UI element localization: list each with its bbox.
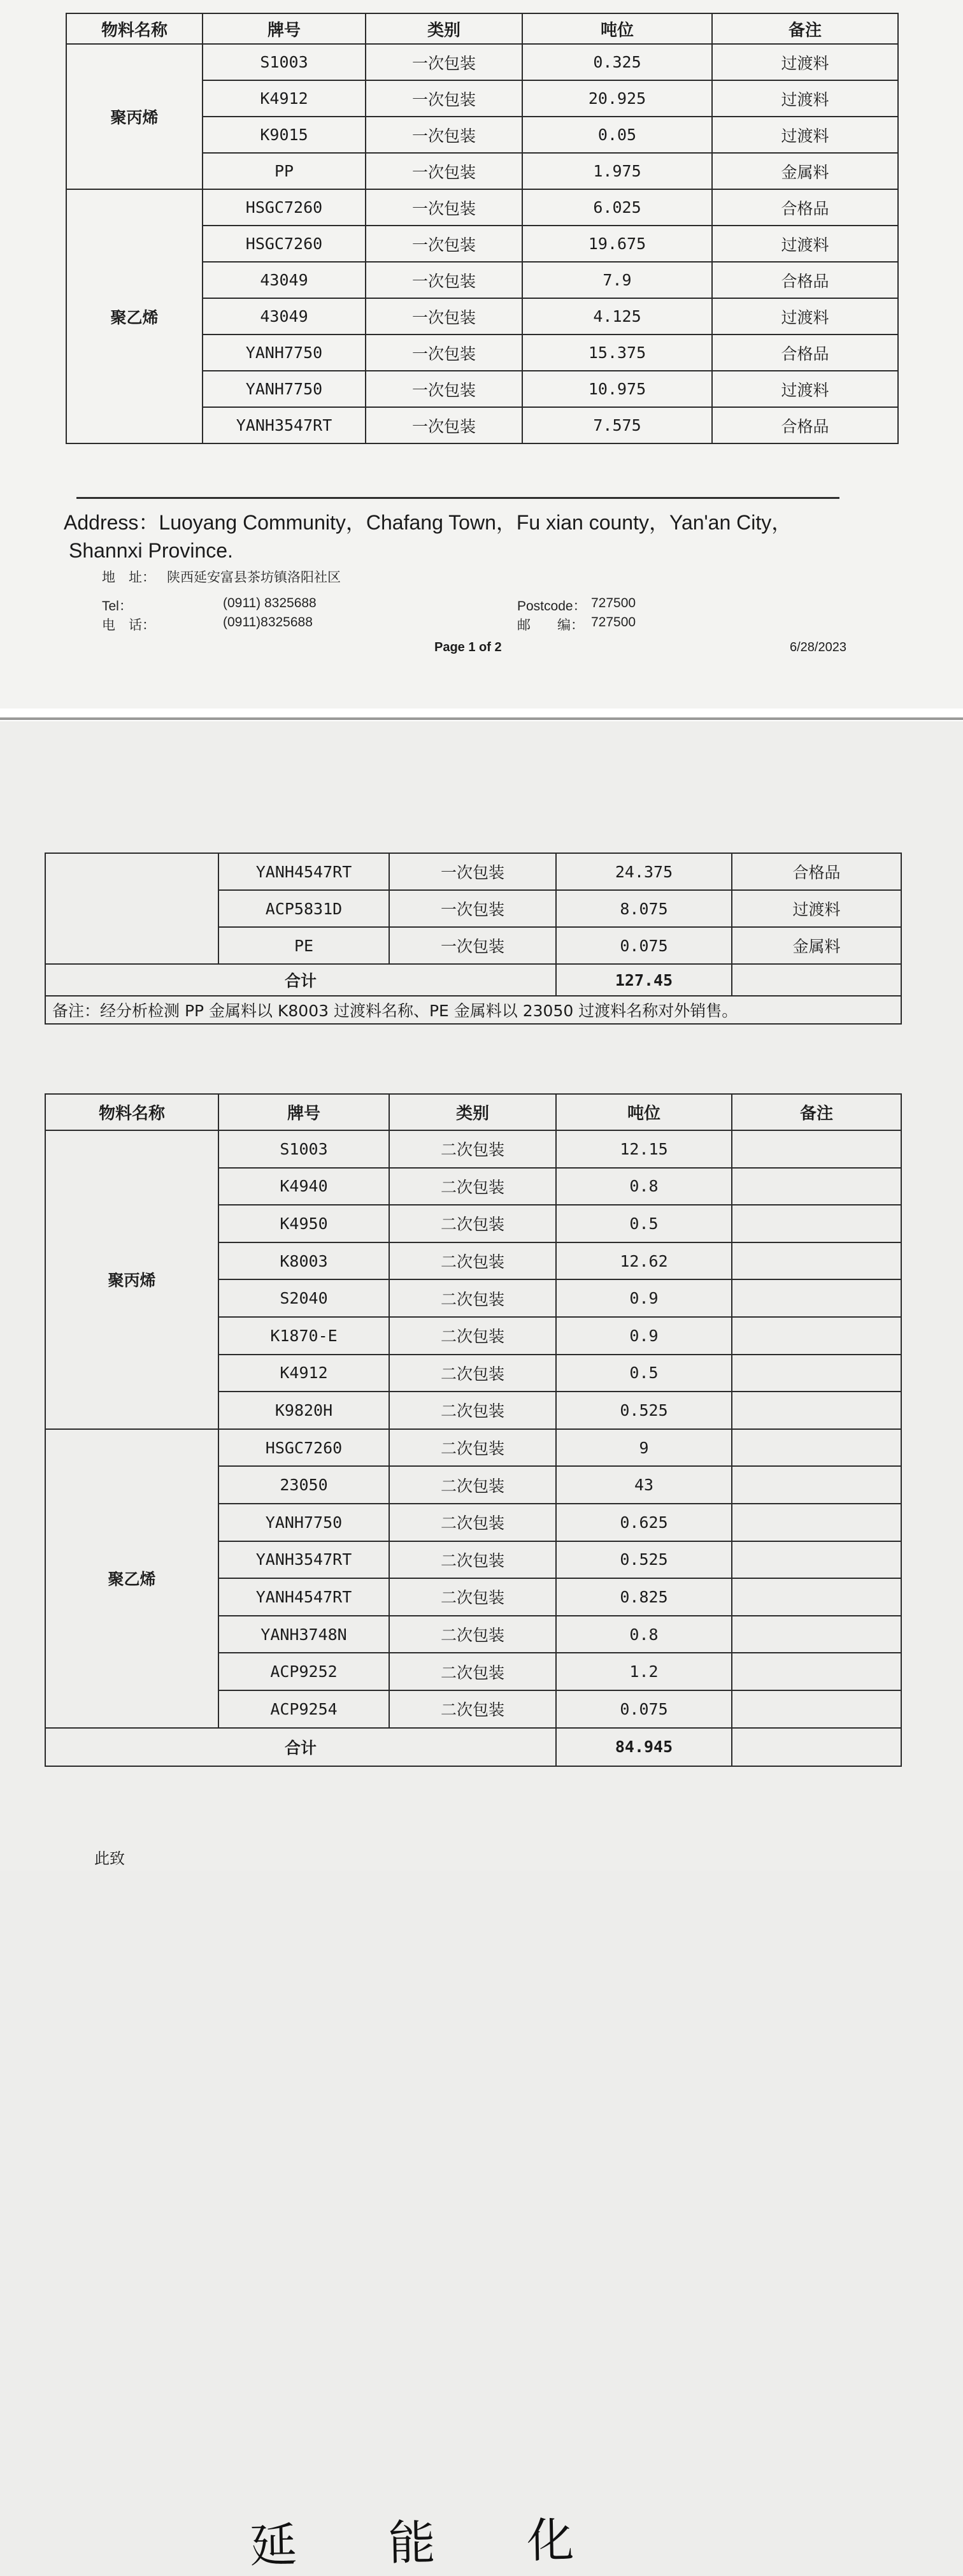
header-remark: 备注 — [732, 1094, 901, 1130]
remark-cell — [732, 1130, 901, 1168]
material-name-cell: 聚乙烯 — [66, 189, 203, 443]
tonnage-cell: 0.075 — [556, 927, 732, 964]
tonnage-cell: 9 — [556, 1429, 732, 1467]
remark-cell: 过渡料 — [712, 298, 898, 335]
postcode-cn-label: 邮 编： — [517, 618, 584, 633]
total-remark-cell — [732, 964, 901, 996]
tonnage-cell: 15.375 — [522, 335, 712, 371]
grade-cell: YANH4547RT — [218, 853, 389, 890]
packaging-type-cell: 二次包装 — [389, 1504, 556, 1541]
tonnage-cell: 0.05 — [522, 117, 712, 153]
grade-cell: ACP9252 — [218, 1653, 389, 1690]
grade-cell: 43049 — [203, 262, 366, 298]
tonnage-cell: 4.125 — [522, 298, 712, 335]
material-name-cell: 聚乙烯 — [45, 1429, 218, 1728]
tonnage-cell: 0.8 — [556, 1616, 732, 1653]
tonnage-cell: 20.925 — [522, 80, 712, 117]
grade-cell: PP — [203, 153, 366, 189]
grade-cell: 23050 — [218, 1466, 389, 1504]
phone-cn-value: (0911)8325688 — [223, 615, 313, 630]
grade-cell: K4940 — [218, 1168, 389, 1205]
packaging-type-cell: 二次包装 — [389, 1616, 556, 1653]
remark-cell — [732, 1392, 901, 1429]
page-1 — [0, 0, 963, 712]
table-row — [45, 853, 901, 890]
tonnage-cell: 7.9 — [522, 262, 712, 298]
tonnage-cell: 0.525 — [556, 1541, 732, 1579]
header-grade: 牌号 — [218, 1094, 389, 1130]
postcode-cn-value: 727500 — [591, 615, 636, 630]
remark-cell: 金属料 — [712, 153, 898, 189]
address-english-province: Shannxi Province. — [69, 539, 233, 562]
remark-cell: 过渡料 — [732, 890, 901, 927]
company-signature: 延 能 化 — [249, 2512, 613, 2573]
total-label: 合计 — [45, 964, 556, 996]
remark-cell — [732, 1466, 901, 1504]
material-name-cell: 聚丙烯 — [45, 1130, 218, 1429]
header-material: 物料名称 — [45, 1094, 218, 1130]
grade-cell: K9015 — [203, 117, 366, 153]
table-row — [66, 189, 898, 226]
tonnage-cell: 12.15 — [556, 1130, 732, 1168]
material-name-cell — [45, 853, 218, 964]
remark-cell — [732, 1504, 901, 1541]
remark-cell: 过渡料 — [712, 226, 898, 262]
grade-cell: K4950 — [218, 1205, 389, 1242]
packaging-type-cell: 二次包装 — [389, 1279, 556, 1317]
grade-cell: YANH4547RT — [218, 1578, 389, 1616]
remark-cell — [732, 1205, 901, 1242]
remark-cell: 过渡料 — [712, 80, 898, 117]
packaging-type-cell: 一次包装 — [389, 890, 556, 927]
packaging-type-cell: 二次包装 — [389, 1205, 556, 1242]
total-row — [45, 964, 901, 996]
total-value: 84.945 — [556, 1728, 732, 1766]
grade-cell: YANH7750 — [218, 1504, 389, 1541]
tonnage-cell: 7.575 — [522, 407, 712, 443]
inventory-table-continued — [45, 853, 902, 1025]
tonnage-cell: 1.2 — [556, 1653, 732, 1690]
packaging-type-cell: 二次包装 — [389, 1429, 556, 1467]
tonnage-cell: 8.075 — [556, 890, 732, 927]
remark-cell: 合格品 — [712, 407, 898, 443]
grade-cell: 43049 — [203, 298, 366, 335]
packaging-type-cell: 二次包装 — [389, 1317, 556, 1355]
header-material: 物料名称 — [66, 13, 203, 44]
tonnage-cell: 0.5 — [556, 1205, 732, 1242]
packaging-type-cell: 二次包装 — [389, 1690, 556, 1728]
packaging-type-cell: 二次包装 — [389, 1130, 556, 1168]
header-type: 类别 — [389, 1094, 556, 1130]
header-tonnage: 吨位 — [522, 13, 712, 44]
grade-cell: PE — [218, 927, 389, 964]
packaging-type-cell: 一次包装 — [366, 80, 522, 117]
phone-cn-label: 电 话： — [102, 618, 155, 633]
tonnage-cell: 0.8 — [556, 1168, 732, 1205]
grade-cell: S1003 — [203, 44, 366, 80]
header-grade: 牌号 — [203, 13, 366, 44]
tonnage-cell: 0.825 — [556, 1578, 732, 1616]
packaging-type-cell: 二次包装 — [389, 1355, 556, 1392]
tonnage-cell: 1.975 — [522, 153, 712, 189]
packaging-type-cell: 二次包装 — [389, 1466, 556, 1504]
header-type: 类别 — [366, 13, 522, 44]
page-number: Page 1 of 2 — [434, 640, 502, 654]
remark-cell — [732, 1168, 901, 1205]
grade-cell: YANH3748N — [218, 1616, 389, 1653]
packaging-type-cell: 一次包装 — [366, 44, 522, 80]
packaging-type-cell: 二次包装 — [389, 1541, 556, 1579]
grade-cell: YANH7750 — [203, 371, 366, 407]
page-2 — [0, 721, 963, 2573]
tonnage-cell: 19.675 — [522, 226, 712, 262]
total-row — [45, 1728, 901, 1766]
remark-cell — [732, 1616, 901, 1653]
packaging-type-cell: 二次包装 — [389, 1653, 556, 1690]
tonnage-cell: 6.025 — [522, 189, 712, 226]
grade-cell: K4912 — [203, 80, 366, 117]
grade-cell: K8003 — [218, 1242, 389, 1280]
grade-cell: S1003 — [218, 1130, 389, 1168]
tonnage-cell: 24.375 — [556, 853, 732, 890]
closing-phrase: 此致 — [94, 1850, 125, 1867]
grade-cell: S2040 — [218, 1279, 389, 1317]
remark-cell: 过渡料 — [712, 117, 898, 153]
tonnage-cell: 43 — [556, 1466, 732, 1504]
packaging-type-cell: 一次包装 — [366, 407, 522, 443]
document-date: 6/28/2023 — [790, 640, 846, 654]
tonnage-cell: 12.62 — [556, 1242, 732, 1280]
remark-cell: 合格品 — [712, 262, 898, 298]
page-edge-shadow — [0, 717, 963, 720]
header-row — [45, 1094, 901, 1130]
grade-cell: HSGC7260 — [218, 1429, 389, 1467]
packaging-type-cell: 二次包装 — [389, 1168, 556, 1205]
header-tonnage: 吨位 — [556, 1094, 732, 1130]
tonnage-cell: 0.075 — [556, 1690, 732, 1728]
postcode-value: 727500 — [591, 596, 636, 610]
grade-cell: YANH7750 — [203, 335, 366, 371]
grade-cell: YANH3547RT — [203, 407, 366, 443]
grade-cell: ACP5831D — [218, 890, 389, 927]
grade-cell: HSGC7260 — [203, 189, 366, 226]
packaging-type-cell: 一次包装 — [366, 335, 522, 371]
grade-cell: HSGC7260 — [203, 226, 366, 262]
remark-cell: 过渡料 — [712, 371, 898, 407]
total-label: 合计 — [45, 1728, 556, 1766]
remark-cell: 合格品 — [712, 335, 898, 371]
inventory-table-primary-packaging — [66, 13, 899, 444]
packaging-type-cell: 一次包装 — [366, 153, 522, 189]
remark-cell — [732, 1578, 901, 1616]
tel-label: Tel： — [102, 599, 132, 614]
packaging-type-cell: 二次包装 — [389, 1578, 556, 1616]
table-row — [45, 1429, 901, 1467]
tonnage-cell: 0.525 — [556, 1392, 732, 1429]
remark-cell — [732, 1429, 901, 1467]
total-value: 127.45 — [556, 964, 732, 996]
packaging-type-cell: 一次包装 — [366, 371, 522, 407]
tonnage-cell: 0.325 — [522, 44, 712, 80]
grade-cell: ACP9254 — [218, 1690, 389, 1728]
remark-cell — [732, 1279, 901, 1317]
remark-cell: 合格品 — [732, 853, 901, 890]
remark-cell — [732, 1317, 901, 1355]
material-name-cell: 聚丙烯 — [66, 44, 203, 189]
grade-cell: K1870-E — [218, 1317, 389, 1355]
remark-cell — [732, 1541, 901, 1579]
tonnage-cell: 0.5 — [556, 1355, 732, 1392]
footer-divider — [76, 497, 839, 499]
packaging-type-cell: 一次包装 — [366, 117, 522, 153]
packaging-type-cell: 一次包装 — [389, 853, 556, 890]
packaging-type-cell: 二次包装 — [389, 1392, 556, 1429]
packaging-type-cell: 一次包装 — [366, 262, 522, 298]
packaging-type-cell: 一次包装 — [366, 298, 522, 335]
packaging-type-cell: 一次包装 — [389, 927, 556, 964]
table-row — [45, 1130, 901, 1168]
header-remark: 备注 — [712, 13, 898, 44]
packaging-type-cell: 一次包装 — [366, 189, 522, 226]
tonnage-cell: 0.625 — [556, 1504, 732, 1541]
tonnage-cell: 10.975 — [522, 371, 712, 407]
address-cn-label: 地 址： — [102, 570, 155, 585]
table-row — [66, 44, 898, 80]
packaging-type-cell: 二次包装 — [389, 1242, 556, 1280]
grade-cell: YANH3547RT — [218, 1541, 389, 1579]
remark-cell: 合格品 — [712, 189, 898, 226]
tel-value: (0911) 8325688 — [223, 596, 317, 610]
tonnage-cell: 0.9 — [556, 1279, 732, 1317]
total-remark-cell — [732, 1728, 901, 1766]
address-english: Address：Luoyang Community，Chafang Town，Fu xian county，Yan'an City， — [64, 511, 792, 534]
remark-cell — [732, 1242, 901, 1280]
remark-cell — [732, 1355, 901, 1392]
remark-cell — [732, 1690, 901, 1728]
postcode-label: Postcode： — [517, 599, 587, 614]
remark-cell — [732, 1653, 901, 1690]
grade-cell: K4912 — [218, 1355, 389, 1392]
tonnage-cell: 0.9 — [556, 1317, 732, 1355]
inventory-table-secondary-packaging — [45, 1093, 902, 1767]
remark-row — [45, 996, 901, 1024]
grade-cell: K9820H — [218, 1392, 389, 1429]
address-cn: 陕西延安富县茶坊镇洛阳社区 — [167, 570, 341, 585]
packaging-type-cell: 一次包装 — [366, 226, 522, 262]
remark-text: 备注：经分析检测 PP 金属料以 K8003 过渡料名称、PE 金属料以 23050 过渡料名称对外销售。 — [45, 996, 901, 1024]
header-row — [66, 13, 898, 44]
remark-cell: 金属料 — [732, 927, 901, 964]
remark-cell: 过渡料 — [712, 44, 898, 80]
